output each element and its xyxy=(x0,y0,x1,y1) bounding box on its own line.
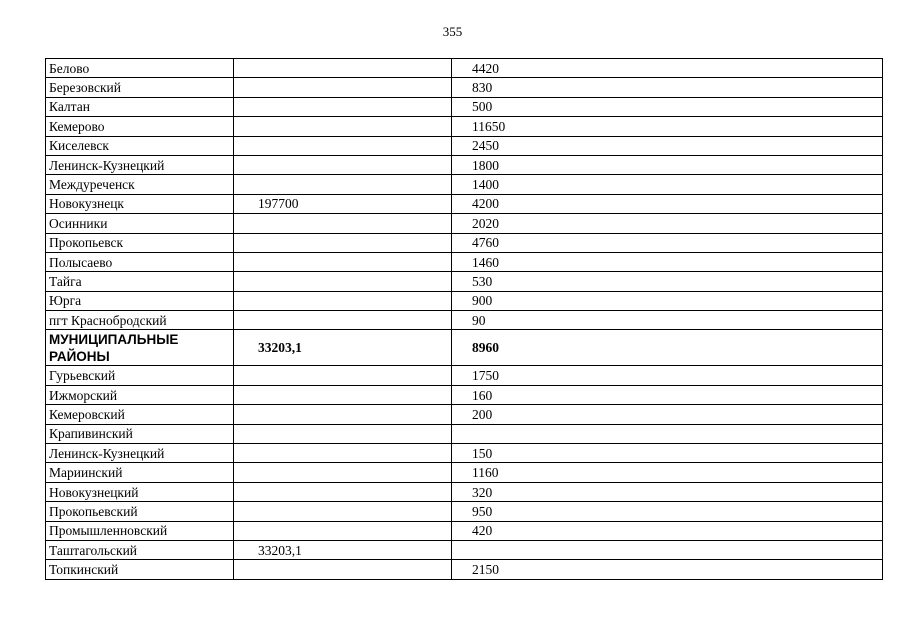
table-row xyxy=(46,252,883,271)
table-row xyxy=(46,540,883,559)
cell-value: 1460 xyxy=(452,252,883,271)
table-body xyxy=(46,59,883,580)
cell-name: Крапивинский xyxy=(46,424,234,443)
cell-total xyxy=(234,424,452,443)
cell-total xyxy=(234,97,452,116)
cell-name: Таштагольский xyxy=(46,540,234,559)
cell-total xyxy=(234,444,452,463)
cell-value: 2150 xyxy=(452,560,883,579)
cell-name: Юрга xyxy=(46,291,234,310)
cell-name: Ленинск-Кузнецкий xyxy=(46,444,234,463)
cell-total xyxy=(234,252,452,271)
cell-total xyxy=(234,521,452,540)
cell-total xyxy=(234,155,452,174)
table-row xyxy=(46,463,883,482)
cell-name: Новокузнецк xyxy=(46,194,234,213)
cell-value: 1800 xyxy=(452,155,883,174)
cell-value: 1750 xyxy=(452,366,883,385)
cell-name: Новокузнецкий xyxy=(46,482,234,501)
cell-value: 4760 xyxy=(452,233,883,252)
cell-total xyxy=(234,385,452,404)
cell-total xyxy=(234,175,452,194)
cell-name: Березовский xyxy=(46,78,234,97)
cell-total xyxy=(234,482,452,501)
cell-total xyxy=(234,272,452,291)
cell-value: 1160 xyxy=(452,463,883,482)
table-row xyxy=(46,59,883,78)
cell-total xyxy=(234,136,452,155)
cell-total xyxy=(234,291,452,310)
table-row xyxy=(46,272,883,291)
cell-value: 90 xyxy=(452,311,883,330)
table-row xyxy=(46,136,883,155)
cell-total xyxy=(234,233,452,252)
cell-value: 500 xyxy=(452,97,883,116)
cell-total xyxy=(234,214,452,233)
cell-name: Прокопьевский xyxy=(46,502,234,521)
cell-name: Промышленновский xyxy=(46,521,234,540)
cell-value: 420 xyxy=(452,521,883,540)
table-row xyxy=(46,117,883,136)
cell-total xyxy=(234,463,452,482)
cell-value: 2020 xyxy=(452,214,883,233)
cell-name: Белово xyxy=(46,59,234,78)
table-row xyxy=(46,175,883,194)
cell-value: 950 xyxy=(452,502,883,521)
cell-value xyxy=(452,424,883,443)
cell-name: Кемерово xyxy=(46,117,234,136)
cell-total xyxy=(234,59,452,78)
cell-value: 150 xyxy=(452,444,883,463)
table-row xyxy=(46,214,883,233)
cell-total xyxy=(234,560,452,579)
cell-value: 200 xyxy=(452,405,883,424)
cell-value: 320 xyxy=(452,482,883,501)
cell-value xyxy=(452,540,883,559)
cell-name: Кемеровский xyxy=(46,405,234,424)
cell-name: Калтан xyxy=(46,97,234,116)
cell-name: Прокопьевск xyxy=(46,233,234,252)
cell-total xyxy=(234,311,452,330)
cell-total xyxy=(234,366,452,385)
cell-value: 530 xyxy=(452,272,883,291)
cell-value: 830 xyxy=(452,78,883,97)
table-row xyxy=(46,560,883,579)
cell-name: Ленинск-Кузнецкий xyxy=(46,155,234,174)
cell-name: пгт Краснобродский xyxy=(46,311,234,330)
cell-name: Междуреченск xyxy=(46,175,234,194)
table-row xyxy=(46,78,883,97)
cell-name: Полысаево xyxy=(46,252,234,271)
cell-value: 8960 xyxy=(452,330,883,366)
table-row xyxy=(46,97,883,116)
cell-value: 4200 xyxy=(452,194,883,213)
table-row xyxy=(46,482,883,501)
cell-total xyxy=(234,78,452,97)
cell-name: Тайга xyxy=(46,272,234,291)
cell-name: Киселевск xyxy=(46,136,234,155)
cell-value: 1400 xyxy=(452,175,883,194)
page-number: 355 xyxy=(442,24,463,39)
table-row xyxy=(46,424,883,443)
table-row xyxy=(46,233,883,252)
cell-total: 33203,1 xyxy=(234,330,452,366)
cell-total xyxy=(234,405,452,424)
cell-value: 2450 xyxy=(452,136,883,155)
table-row xyxy=(46,405,883,424)
cell-total xyxy=(234,502,452,521)
table-row xyxy=(46,521,883,540)
table-row xyxy=(46,155,883,174)
table-row xyxy=(46,502,883,521)
cell-name: Осинники xyxy=(46,214,234,233)
table-row xyxy=(46,385,883,404)
data-table xyxy=(45,58,883,580)
cell-name: МУНИЦИПАЛЬНЫЕ РАЙОНЫ xyxy=(46,330,234,366)
cell-value: 11650 xyxy=(452,117,883,136)
table-row xyxy=(46,194,883,213)
cell-name: Гурьевский xyxy=(46,366,234,385)
table-row xyxy=(46,311,883,330)
table-row xyxy=(46,444,883,463)
cell-name: Топкинский xyxy=(46,560,234,579)
cell-total: 197700 xyxy=(234,194,452,213)
cell-name: Мариинский xyxy=(46,463,234,482)
cell-value: 900 xyxy=(452,291,883,310)
table-row xyxy=(46,291,883,310)
table-row xyxy=(46,366,883,385)
cell-value: 160 xyxy=(452,385,883,404)
cell-total xyxy=(234,117,452,136)
cell-value: 4420 xyxy=(452,59,883,78)
table-row-section xyxy=(46,330,883,366)
cell-total: 33203,1 xyxy=(234,540,452,559)
cell-name: Ижморский xyxy=(46,385,234,404)
